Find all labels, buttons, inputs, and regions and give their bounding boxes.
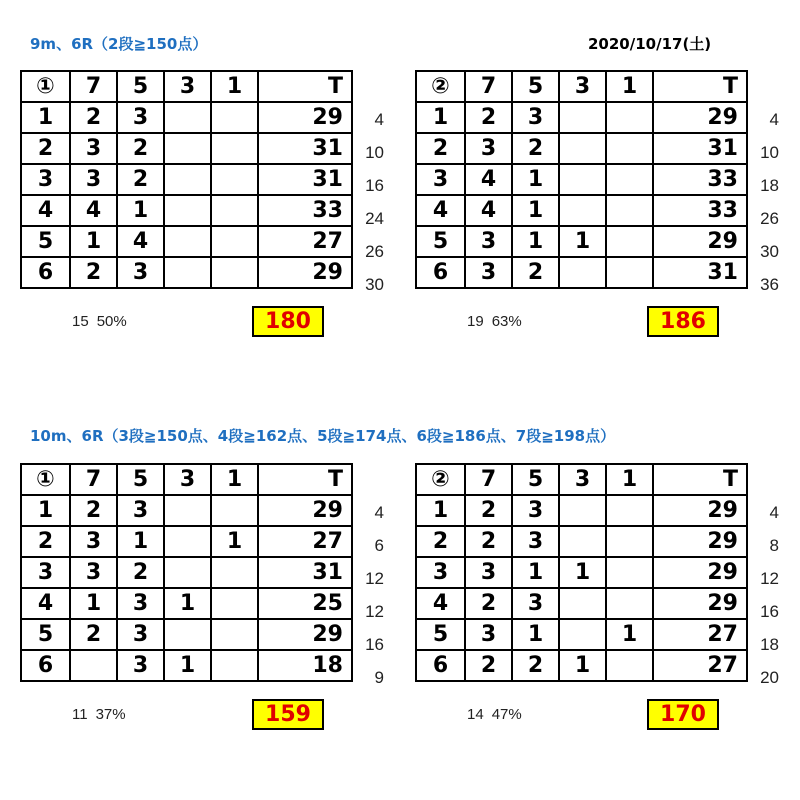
score-cell: 3 — [117, 102, 164, 133]
row-total-cell: 29 — [258, 619, 352, 650]
table-row — [416, 495, 747, 526]
row-number-cell: 1 — [21, 495, 70, 526]
score-cell: 1 — [164, 650, 211, 681]
score-cell: 2 — [465, 495, 512, 526]
score-block — [415, 463, 795, 753]
table-row — [416, 650, 747, 681]
row-number-cell: 1 — [21, 102, 70, 133]
score-cell — [606, 588, 653, 619]
score-cell: 3 — [465, 133, 512, 164]
score-cell: 1 — [512, 619, 559, 650]
table-row — [416, 257, 747, 288]
score-cell — [211, 588, 258, 619]
hit-percent: 50% — [96, 313, 127, 330]
header-cell: 7 — [465, 71, 512, 102]
score-cell — [559, 619, 606, 650]
score-cell — [164, 257, 211, 288]
score-cell: 1 — [70, 226, 117, 257]
score-cell: 3 — [70, 133, 117, 164]
table-row — [21, 619, 352, 650]
score-cell: 1 — [606, 619, 653, 650]
score-cell: 3 — [70, 526, 117, 557]
score-cell: 4 — [465, 164, 512, 195]
hit-count: 19 — [467, 313, 484, 330]
header-cell: T — [653, 71, 747, 102]
summary-line — [467, 313, 522, 330]
cumulative-value: 8 — [769, 536, 779, 555]
row-total-cell: 31 — [258, 557, 352, 588]
summary-line — [467, 706, 522, 723]
table-row — [21, 257, 352, 288]
score-cell: 2 — [465, 526, 512, 557]
score-cell: 1 — [559, 557, 606, 588]
table-row — [21, 164, 352, 195]
cumulative-value: 4 — [374, 110, 384, 129]
table-row — [416, 526, 747, 557]
row-total-cell: 27 — [258, 526, 352, 557]
cumulative-value: 6 — [374, 536, 384, 555]
score-cell — [164, 195, 211, 226]
score-cell — [606, 133, 653, 164]
score-cell — [164, 133, 211, 164]
cumulative-value: 30 — [760, 242, 779, 261]
score-cell — [559, 588, 606, 619]
row-number-cell: 6 — [416, 257, 465, 288]
score-cell: 3 — [70, 164, 117, 195]
row-number-cell: 5 — [416, 226, 465, 257]
row-number-cell: 4 — [21, 588, 70, 619]
table-row — [21, 588, 352, 619]
score-cell: 2 — [117, 164, 164, 195]
header-cell: 5 — [117, 464, 164, 495]
score-cell — [164, 164, 211, 195]
score-cell — [164, 526, 211, 557]
score-cell — [559, 495, 606, 526]
table-row — [21, 102, 352, 133]
score-cell: 1 — [512, 557, 559, 588]
score-cell — [606, 557, 653, 588]
header-cell: 1 — [606, 71, 653, 102]
cumulative-value: 36 — [760, 275, 779, 294]
row-total-cell: 33 — [653, 164, 747, 195]
score-cell — [606, 257, 653, 288]
row-number-cell: 3 — [416, 557, 465, 588]
score-cell — [211, 133, 258, 164]
score-cell — [559, 133, 606, 164]
score-cell — [211, 195, 258, 226]
row-number-cell: 3 — [21, 164, 70, 195]
score-cell — [211, 495, 258, 526]
score-cell: 1 — [117, 195, 164, 226]
score-cell — [211, 257, 258, 288]
header-cell: 1 — [211, 464, 258, 495]
header-cell: 7 — [70, 71, 117, 102]
cumulative-value: 16 — [760, 602, 779, 621]
score-cell — [164, 495, 211, 526]
table-row — [416, 102, 747, 133]
row-number-cell: 6 — [21, 257, 70, 288]
row-total-cell: 31 — [653, 133, 747, 164]
header-cell: T — [653, 464, 747, 495]
score-cell — [164, 619, 211, 650]
row-total-cell: 27 — [653, 619, 747, 650]
header-cell: 3 — [164, 464, 211, 495]
score-cell: 2 — [512, 133, 559, 164]
row-total-cell: 29 — [653, 557, 747, 588]
score-cell — [164, 557, 211, 588]
table-row — [21, 495, 352, 526]
hit-count: 11 — [72, 706, 88, 723]
score-cell: 2 — [465, 650, 512, 681]
row-number-cell: 2 — [21, 133, 70, 164]
score-cell: 3 — [70, 557, 117, 588]
score-cell — [606, 164, 653, 195]
header-cell: ① — [21, 464, 70, 495]
score-cell: 3 — [465, 226, 512, 257]
summary-line — [72, 313, 127, 330]
row-total-cell: 31 — [653, 257, 747, 288]
score-cell: 1 — [512, 195, 559, 226]
score-cell: 3 — [465, 257, 512, 288]
row-number-cell: 6 — [21, 650, 70, 681]
table-row — [21, 226, 352, 257]
score-cell — [606, 650, 653, 681]
score-cell — [211, 102, 258, 133]
cumulative-value: 12 — [365, 569, 384, 588]
cumulative-value: 9 — [374, 668, 384, 687]
row-total-cell: 29 — [258, 102, 352, 133]
table-header-row — [416, 464, 747, 495]
cumulative-value: 10 — [365, 143, 384, 162]
cumulative-value: 4 — [769, 110, 779, 129]
score-cell: 3 — [117, 650, 164, 681]
row-total-cell: 33 — [653, 195, 747, 226]
header-cell: T — [258, 71, 352, 102]
score-cell: 3 — [465, 557, 512, 588]
hit-percent: 37% — [95, 706, 126, 723]
hit-count: 14 — [467, 706, 484, 723]
score-block — [415, 70, 795, 360]
row-total-cell: 27 — [258, 226, 352, 257]
row-total-cell: 33 — [258, 195, 352, 226]
score-cell: 2 — [465, 588, 512, 619]
header-cell: 7 — [465, 464, 512, 495]
table-row — [21, 195, 352, 226]
score-cell: 1 — [559, 226, 606, 257]
row-number-cell: 5 — [21, 226, 70, 257]
score-table — [415, 463, 748, 682]
header-cell: 1 — [606, 464, 653, 495]
score-cell — [164, 102, 211, 133]
score-cell — [606, 195, 653, 226]
row-number-cell: 2 — [416, 526, 465, 557]
table-row — [416, 164, 747, 195]
row-total-cell: 31 — [258, 133, 352, 164]
row-number-cell: 6 — [416, 650, 465, 681]
score-cell: 3 — [512, 102, 559, 133]
score-cell: 1 — [512, 226, 559, 257]
table-row — [21, 650, 352, 681]
cumulative-value: 4 — [769, 503, 779, 522]
table-row — [416, 195, 747, 226]
row-total-cell: 29 — [653, 226, 747, 257]
header-cell: 5 — [117, 71, 164, 102]
score-cell: 3 — [512, 526, 559, 557]
score-cell — [606, 226, 653, 257]
score-block — [20, 463, 400, 753]
table-row — [21, 526, 352, 557]
score-cell: 3 — [117, 588, 164, 619]
row-total-cell: 31 — [258, 164, 352, 195]
header-cell: 5 — [512, 464, 559, 495]
table-row — [416, 133, 747, 164]
header-cell: 7 — [70, 464, 117, 495]
cumulative-value: 12 — [760, 569, 779, 588]
header-cell: 1 — [211, 71, 258, 102]
row-total-cell: 29 — [258, 257, 352, 288]
grand-total: 180 — [252, 306, 324, 337]
row-number-cell: 1 — [416, 102, 465, 133]
table-row — [21, 133, 352, 164]
score-block — [20, 70, 400, 360]
score-cell: 3 — [512, 495, 559, 526]
hit-percent: 47% — [491, 706, 522, 723]
score-cell: 2 — [70, 495, 117, 526]
score-cell: 4 — [117, 226, 164, 257]
cumulative-value: 18 — [760, 635, 779, 654]
row-number-cell: 2 — [416, 133, 465, 164]
score-cell — [606, 102, 653, 133]
score-cell: 2 — [465, 102, 512, 133]
row-number-cell: 5 — [416, 619, 465, 650]
score-cell — [211, 557, 258, 588]
score-cell — [559, 257, 606, 288]
section2-heading: 10m、6R（3段≧150点、4段≧162点、5段≧174点、6段≧186点、7段≧198点） — [30, 427, 616, 445]
score-table — [415, 70, 748, 289]
cumulative-value: 10 — [760, 143, 779, 162]
score-cell: 3 — [465, 619, 512, 650]
cumulative-value: 26 — [365, 242, 384, 261]
score-cell: 1 — [70, 588, 117, 619]
score-cell — [211, 164, 258, 195]
header-cell: ② — [416, 464, 465, 495]
score-cell: 3 — [117, 619, 164, 650]
score-cell — [559, 526, 606, 557]
cumulative-value: 30 — [365, 275, 384, 294]
score-cell — [559, 195, 606, 226]
score-cell: 1 — [211, 526, 258, 557]
row-total-cell: 18 — [258, 650, 352, 681]
table-row — [416, 226, 747, 257]
row-total-cell: 29 — [653, 495, 747, 526]
row-number-cell: 4 — [21, 195, 70, 226]
score-cell: 4 — [465, 195, 512, 226]
score-cell — [559, 164, 606, 195]
header-cell: 3 — [559, 464, 606, 495]
score-cell: 3 — [512, 588, 559, 619]
row-total-cell: 29 — [653, 102, 747, 133]
hit-percent: 63% — [491, 313, 522, 330]
row-total-cell: 27 — [653, 650, 747, 681]
table-row — [416, 619, 747, 650]
score-cell: 2 — [117, 557, 164, 588]
row-total-cell: 29 — [653, 588, 747, 619]
grand-total: 170 — [647, 699, 719, 730]
header-cell: T — [258, 464, 352, 495]
score-cell — [559, 102, 606, 133]
row-number-cell: 4 — [416, 588, 465, 619]
header-cell: 3 — [559, 71, 606, 102]
table-row — [21, 557, 352, 588]
summary-line — [72, 706, 126, 723]
cumulative-value: 24 — [365, 209, 384, 228]
grand-total: 159 — [252, 699, 324, 730]
cumulative-value: 18 — [760, 176, 779, 195]
score-cell: 2 — [70, 619, 117, 650]
score-cell: 1 — [117, 526, 164, 557]
header-cell: 3 — [164, 71, 211, 102]
header-cell: ① — [21, 71, 70, 102]
score-cell: 1 — [559, 650, 606, 681]
header-cell: 5 — [512, 71, 559, 102]
score-cell: 2 — [70, 257, 117, 288]
row-total-cell: 29 — [258, 495, 352, 526]
score-cell — [606, 526, 653, 557]
cumulative-value: 20 — [760, 668, 779, 687]
score-cell: 3 — [117, 495, 164, 526]
table-header-row — [21, 464, 352, 495]
score-cell: 3 — [117, 257, 164, 288]
score-cell: 2 — [512, 650, 559, 681]
score-cell — [70, 650, 117, 681]
row-number-cell: 3 — [21, 557, 70, 588]
score-cell: 4 — [70, 195, 117, 226]
score-cell — [164, 226, 211, 257]
row-number-cell: 1 — [416, 495, 465, 526]
score-cell — [606, 495, 653, 526]
section1-heading: 9m、6R（2段≧150点） — [30, 35, 208, 53]
score-cell — [211, 226, 258, 257]
cumulative-value: 26 — [760, 209, 779, 228]
row-number-cell: 3 — [416, 164, 465, 195]
score-cell: 2 — [512, 257, 559, 288]
score-table — [20, 70, 353, 289]
grand-total: 186 — [647, 306, 719, 337]
cumulative-value: 16 — [365, 176, 384, 195]
row-total-cell: 29 — [653, 526, 747, 557]
row-total-cell: 25 — [258, 588, 352, 619]
score-cell — [211, 650, 258, 681]
row-number-cell: 2 — [21, 526, 70, 557]
cumulative-value: 16 — [365, 635, 384, 654]
table-row — [416, 588, 747, 619]
score-cell: 1 — [512, 164, 559, 195]
score-cell: 2 — [117, 133, 164, 164]
cumulative-value: 12 — [365, 602, 384, 621]
table-header-row — [21, 71, 352, 102]
score-cell: 2 — [70, 102, 117, 133]
row-number-cell: 5 — [21, 619, 70, 650]
score-cell: 1 — [164, 588, 211, 619]
score-cell — [211, 619, 258, 650]
table-row — [416, 557, 747, 588]
table-header-row — [416, 71, 747, 102]
hit-count: 15 — [72, 313, 89, 330]
row-number-cell: 4 — [416, 195, 465, 226]
cumulative-value: 4 — [374, 503, 384, 522]
header-cell: ② — [416, 71, 465, 102]
date-label: 2020/10/17(土) — [588, 35, 712, 53]
score-table — [20, 463, 353, 682]
